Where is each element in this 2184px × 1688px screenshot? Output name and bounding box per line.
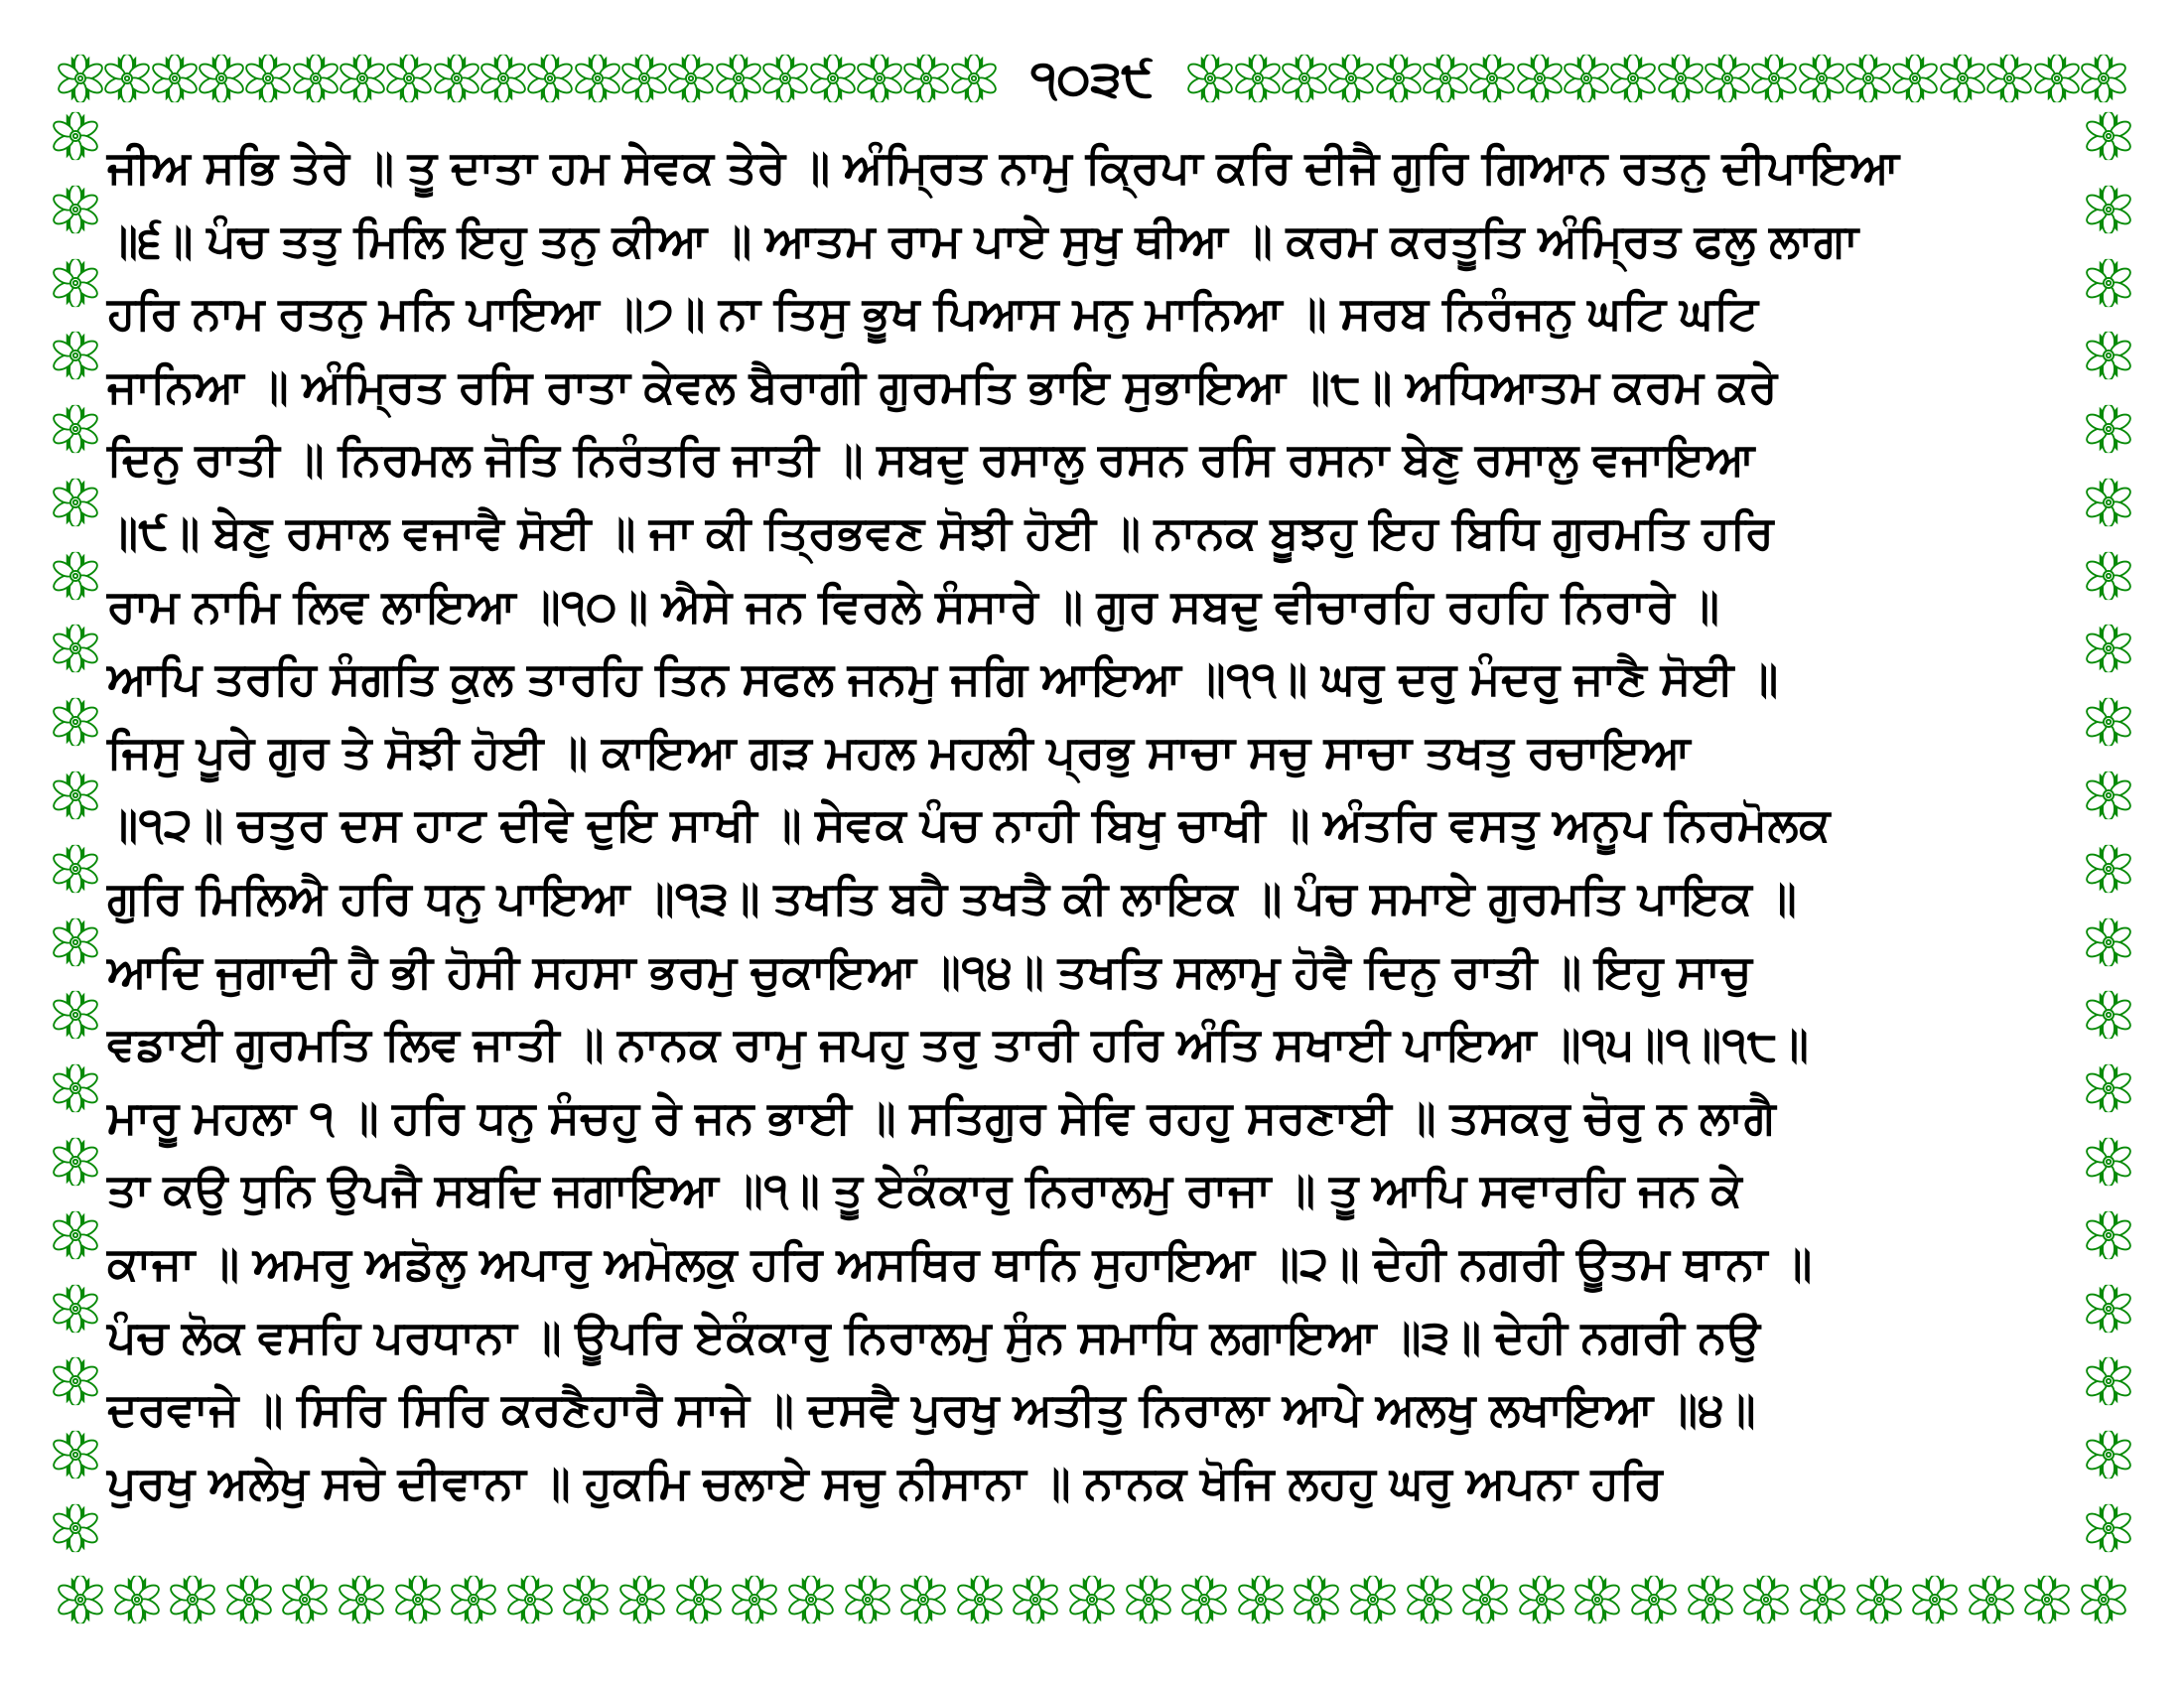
flower-icon <box>2086 1063 2131 1113</box>
flower-icon <box>199 54 244 103</box>
flower-icon <box>2081 54 2126 103</box>
flower-icon <box>507 1575 553 1624</box>
text-line: ॥੯॥ ਬੇਣੁ ਰਸਾਲ ਵਜਾਵੈ ਸੋਈ ॥ ਜਾ ਕੀ ਤ੍ਰਿਭਵਣ ਸੋਝੀ ਹੋਈ ॥ ਨਾਨਕ ਬੂਝਹੁ ਇਹ ਬਿਧਿ ਗੁਰਮਤਿ ਹਰਿ <box>107 505 1775 558</box>
flower-icon <box>732 1575 777 1624</box>
flower-icon <box>900 1575 946 1624</box>
flower-icon <box>2086 624 2131 673</box>
flower-icon <box>1519 1575 1565 1624</box>
flower-icon <box>762 54 808 103</box>
flower-icon <box>1856 1575 1902 1624</box>
flower-icon <box>480 54 526 103</box>
flower-icon <box>1517 54 1563 103</box>
flower-icon <box>2086 404 2131 454</box>
flower-icon <box>2086 185 2131 234</box>
flower-icon <box>2086 1356 2131 1406</box>
flower-icon <box>53 331 98 380</box>
flower-icon <box>1376 54 1422 103</box>
flower-icon <box>1610 54 1656 103</box>
flower-icon <box>676 1575 722 1624</box>
flower-icon <box>2034 54 2080 103</box>
flower-icon <box>339 1575 384 1624</box>
page-number: ੧੦੩੯ <box>1029 51 1155 106</box>
text-line: ਪੁਰਖੁ ਅਲੇਖੁ ਸਚੇ ਦੀਵਾਨਾ ॥ ਹੁਕਮਿ ਚਲਾਏ ਸਚੁ ਨੀਸਾਨਾ ॥ ਨਾਨਕ ਖੋਜਿ ਲਹਹੁ ਘਰੁ ਅਪਨਾ ਹਰਿ <box>107 1456 1664 1508</box>
flower-icon <box>2086 1284 2131 1334</box>
flower-icon <box>434 54 479 103</box>
flower-icon <box>58 1575 103 1624</box>
flower-icon <box>845 1575 890 1624</box>
text-line: ॥੬॥ ਪੰਚ ਤਤੁ ਮਿਲਿ ਇਹੁ ਤਨੁ ਕੀਆ ॥ ਆਤਮ ਰਾਮ ਪਾਏ ਸੁਖੁ ਥੀਆ ॥ ਕਰਮ ਕਰਤੂਤਿ ਅੰਮ੍ਰਿਤ ਫਲੁ ਲਾਗਾ <box>107 213 1859 266</box>
flower-icon <box>2086 917 2131 967</box>
flower-icon <box>2086 478 2131 527</box>
flower-icon <box>2086 111 2131 161</box>
flower-icon <box>1238 1575 1284 1624</box>
flower-icon <box>2086 1210 2131 1260</box>
flower-icon <box>395 1575 441 1624</box>
text-line: ਕਾਜਾ ॥ ਅਮਰੁ ਅਡੋਲੁ ਅਪਾਰੁ ਅਮੋਲਕੁ ਹਰਿ ਅਸਥਿਰ ਥਾਨਿ ਸੁਹਾਇਆ ॥੨॥ ਦੇਹੀ ਨਗਰੀ ਊਤਮ ਥਾਨਾ ॥ <box>107 1236 1813 1289</box>
flower-icon <box>2086 551 2131 601</box>
flower-icon <box>53 258 98 308</box>
flower-icon <box>1705 54 1750 103</box>
flower-icon <box>1469 54 1515 103</box>
flower-icon <box>53 111 98 161</box>
flower-icon <box>2086 697 2131 747</box>
flower-icon <box>170 1575 215 1624</box>
text-line: ਜੀਅ ਸਭਿ ਤੇਰੇ ॥ ਤੂ ਦਾਤਾ ਹਮ ਸੇਵਕ ਤੇਰੇ ॥ ਅੰਮ੍ਰਿਤ ਨਾਮੁ ਕ੍ਰਿਪਾ ਕਰਿ ਦੀਜੈ ਗੁਰਿ ਗਿਆਨ ਰਤਨੁ ਦੀਪਾਇਆ <box>107 141 1900 193</box>
flower-icon <box>340 54 385 103</box>
flower-icon <box>293 54 339 103</box>
flower-icon <box>1688 1575 1733 1624</box>
flower-icon <box>1126 1575 1171 1624</box>
flower-icon <box>1743 1575 1789 1624</box>
flower-icon <box>1235 54 1281 103</box>
flower-icon <box>1845 54 1891 103</box>
flower-icon <box>386 54 432 103</box>
flower-icon <box>2086 258 2131 308</box>
border-right <box>2085 111 2132 1553</box>
border-top-left-run <box>58 54 997 103</box>
flower-icon <box>1940 54 1985 103</box>
flower-icon <box>1799 54 1844 103</box>
flower-icon <box>1350 1575 1396 1624</box>
flower-icon <box>1187 54 1233 103</box>
flower-icon <box>1328 54 1374 103</box>
flower-icon <box>53 1284 98 1334</box>
flower-icon <box>53 1356 98 1406</box>
flower-icon <box>668 54 714 103</box>
flower-icon <box>1423 54 1468 103</box>
flower-icon <box>1282 54 1327 103</box>
text-line: ਤਾ ਕਉ ਧੁਨਿ ਉਪਜੈ ਸਬਦਿ ਜਗਾਇਆ ॥੧॥ ਤੂ ਏਕੰਕਾਰੁ ਨਿਰਾਲਮੁ ਰਾਜਾ ॥ ਤੂ ਆਪਿ ਸਵਾਰਹਿ ਜਨ ਕੇ <box>107 1164 1743 1216</box>
flower-icon <box>53 185 98 234</box>
flower-icon <box>53 1063 98 1113</box>
flower-icon <box>857 54 902 103</box>
text-line: ਆਪਿ ਤਰਹਿ ਸੰਗਤਿ ਕੁਲ ਤਾਰਹਿ ਤਿਨ ਸਫਲ ਜਨਮੁ ਜਗਿ ਆਇਆ ॥੧੧॥ ਘਰੁ ਦਰੁ ਮੰਦਰੁ ਜਾਣੈ ਸੋਈ ॥ <box>107 652 1779 705</box>
flower-icon <box>903 54 949 103</box>
flower-icon <box>53 917 98 967</box>
flower-icon <box>1574 1575 1620 1624</box>
flower-icon <box>53 1430 98 1479</box>
border-top <box>58 48 2126 109</box>
flower-icon <box>53 624 98 673</box>
flower-icon <box>1969 1575 2014 1624</box>
text-line: ਦਰਵਾਜੇ ॥ ਸਿਰਿ ਸਿਰਿ ਕਰਣੈਹਾਰੈ ਸਾਜੇ ॥ ਦਸਵੈ ਪੁਰਖੁ ਅਤੀਤੁ ਨਿਰਾਲਾ ਆਪੇ ਅਲਖੁ ਲਖਾਇਆ ॥੪॥ <box>107 1383 1757 1436</box>
flower-icon <box>527 54 573 103</box>
text-line: ਹਰਿ ਨਾਮ ਰਤਨੁ ਮਨਿ ਪਾਇਆ ॥੭॥ ਨਾ ਤਿਸੁ ਭੂਖ ਪਿਆਸ ਮਨੁ ਮਾਨਿਆ ॥ ਸਰਬ ਨਿਰੰਜਨੁ ਘਟਿ ਘਟਿ <box>107 287 1759 340</box>
flower-icon <box>1631 1575 1677 1624</box>
flower-icon <box>2086 771 2131 820</box>
flower-icon <box>226 1575 272 1624</box>
text-line: ਜਾਨਿਆ ॥ ਅੰਮ੍ਰਿਤ ਰਸਿ ਰਾਤਾ ਕੇਵਲ ਬੈਰਾਗੀ ਗੁਰਮਤਿ ਭਾਇ ਸੁਭਾਇਆ ॥੮॥ ਅਧਿਆਤਮ ਕਰਮ ਕਰੇ <box>107 359 1778 412</box>
flower-icon <box>114 1575 160 1624</box>
flower-icon <box>2081 1575 2126 1624</box>
flower-icon <box>575 54 620 103</box>
text-line: ਰਾਮ ਨਾਮਿ ਲਿਵ ਲਾਇਆ ॥੧੦॥ ਐਸੇ ਜਨ ਵਿਰਲੇ ਸੰਸਾਰੇ ॥ ਗੁਰ ਸਬਦੁ ਵੀਚਾਰਹਿ ਰਹਹਿ ਨਿਰਾਰੇ ॥ <box>107 579 1720 632</box>
flower-icon <box>716 54 761 103</box>
flower-icon <box>621 54 667 103</box>
text-line: ਮਾਰੂ ਮਹਲਾ ੧ ॥ ਹਰਿ ਧਨੁ ਸੰਚਹੁ ਰੇ ਜਨ ਭਾਈ ॥ ਸਤਿਗੁਰ ਸੇਵਿ ਰਹਹੁ ਸਰਣਾਈ ॥ ਤਸਕਰੁ ਚੋਰੁ ਨ ਲਾਗੈ <box>107 1090 1777 1143</box>
flower-icon <box>1800 1575 1845 1624</box>
border-top-right-run <box>1187 54 2126 103</box>
flower-icon <box>451 1575 496 1624</box>
flower-icon <box>53 404 98 454</box>
flower-icon <box>2086 1137 2131 1187</box>
flower-icon <box>2086 990 2131 1040</box>
flower-icon <box>53 478 98 527</box>
flower-icon <box>1986 54 2032 103</box>
flower-icon <box>2086 1430 2131 1479</box>
text-line: ਆਦਿ ਜੁਗਾਦੀ ਹੈ ਭੀ ਹੋਸੀ ਸਹਸਾ ਭਰਮੁ ਚੁਕਾਇਆ ॥੧੪॥ ਤਖਤਿ ਸਲਾਮੁ ਹੋਵੈ ਦਿਨੁ ਰਾਤੀ ॥ ਇਹੁ ਸਾਚੁ <box>107 944 1753 997</box>
flower-icon <box>53 990 98 1040</box>
flower-icon <box>957 1575 1003 1624</box>
flower-icon <box>1564 54 1609 103</box>
text-line: ਗੁਰਿ ਮਿਲਿਐ ਹਰਿ ਧਨੁ ਪਾਇਆ ॥੧੩॥ ਤਖਤਿ ਬਹੈ ਤਖਤੈ ਕੀ ਲਾਇਕ ॥ ਪੰਚ ਸਮਾਏ ਗੁਰਮਤਿ ਪਾਇਕ ॥ <box>107 871 1798 923</box>
flower-icon <box>2086 844 2131 894</box>
flower-icon <box>53 1137 98 1187</box>
flower-icon <box>1069 1575 1115 1624</box>
flower-icon <box>1294 1575 1339 1624</box>
flower-icon <box>53 551 98 601</box>
flower-icon <box>563 1575 609 1624</box>
flower-icon <box>1912 1575 1958 1624</box>
flower-icon <box>104 54 150 103</box>
flower-icon <box>152 54 198 103</box>
flower-icon <box>1013 1575 1058 1624</box>
flower-icon <box>788 1575 834 1624</box>
scripture-lines <box>107 131 2077 1519</box>
flower-icon <box>1751 54 1797 103</box>
flower-icon <box>2024 1575 2070 1624</box>
flower-icon <box>53 697 98 747</box>
flower-icon <box>53 844 98 894</box>
flower-icon <box>1658 54 1704 103</box>
flower-icon <box>1462 1575 1508 1624</box>
flower-icon <box>245 54 291 103</box>
flower-icon <box>53 1503 98 1553</box>
flower-icon <box>951 54 997 103</box>
border-left <box>52 111 99 1553</box>
flower-icon <box>282 1575 328 1624</box>
text-line: ਪੰਚ ਲੋਕ ਵਸਹਿ ਪਰਧਾਨਾ ॥ ਊਪਰਿ ਏਕੰਕਾਰੁ ਨਿਰਾਲਮੁ ਸੁੰਨ ਸਮਾਧਿ ਲਗਾਇਆ ॥੩॥ ਦੇਹੀ ਨਗਰੀ ਨਉ <box>107 1310 1761 1362</box>
flower-icon <box>58 54 103 103</box>
text-line: ਵਡਾਈ ਗੁਰਮਤਿ ਲਿਵ ਜਾਤੀ ॥ ਨਾਨਕ ਰਾਮੁ ਜਪਹੁ ਤਰੁ ਤਾਰੀ ਹਰਿ ਅੰਤਿ ਸਖਾਈ ਪਾਇਆ ॥੧੫॥੧॥੧੮॥ <box>107 1018 1810 1070</box>
text-line: ਦਿਨੁ ਰਾਤੀ ॥ ਨਿਰਮਲ ਜੋਤਿ ਨਿਰੰਤਰਿ ਜਾਤੀ ॥ ਸਬਦੁ ਰਸਾਲੁ ਰਸਨ ਰਸਿ ਰਸਨਾ ਬੇਣੁ ਰਸਾਲੁ ਵਜਾਇਆ <box>107 433 1755 486</box>
flower-icon <box>53 1210 98 1260</box>
flower-icon <box>1892 54 1938 103</box>
text-line: ਜਿਸੁ ਪੂਰੇ ਗੁਰ ਤੇ ਸੋਝੀ ਹੋਈ ॥ ਕਾਇਆ ਗੜ ਮਹਲ ਮਹਲੀ ਪ੍ਰਭੁ ਸਾਚਾ ਸਚੁ ਸਾਚਾ ਤਖਤੁ ਰਚਾਇਆ <box>107 725 1692 777</box>
flower-icon <box>619 1575 665 1624</box>
flower-icon <box>2086 331 2131 380</box>
flower-icon <box>53 771 98 820</box>
flower-icon <box>810 54 856 103</box>
border-bottom <box>58 1571 2126 1628</box>
flower-icon <box>1407 1575 1452 1624</box>
text-line: ॥੧੨॥ ਚਤੁਰ ਦਸ ਹਾਟ ਦੀਵੇ ਦੁਇ ਸਾਖੀ ॥ ਸੇਵਕ ਪੰਚ ਨਾਹੀ ਬਿਖੁ ਚਾਖੀ ॥ ਅੰਤਰਿ ਵਸਤੁ ਅਨੂਪ ਨਿਰਮੋਲਕ <box>107 798 1831 851</box>
flower-icon <box>1181 1575 1227 1624</box>
flower-icon <box>2086 1503 2131 1553</box>
